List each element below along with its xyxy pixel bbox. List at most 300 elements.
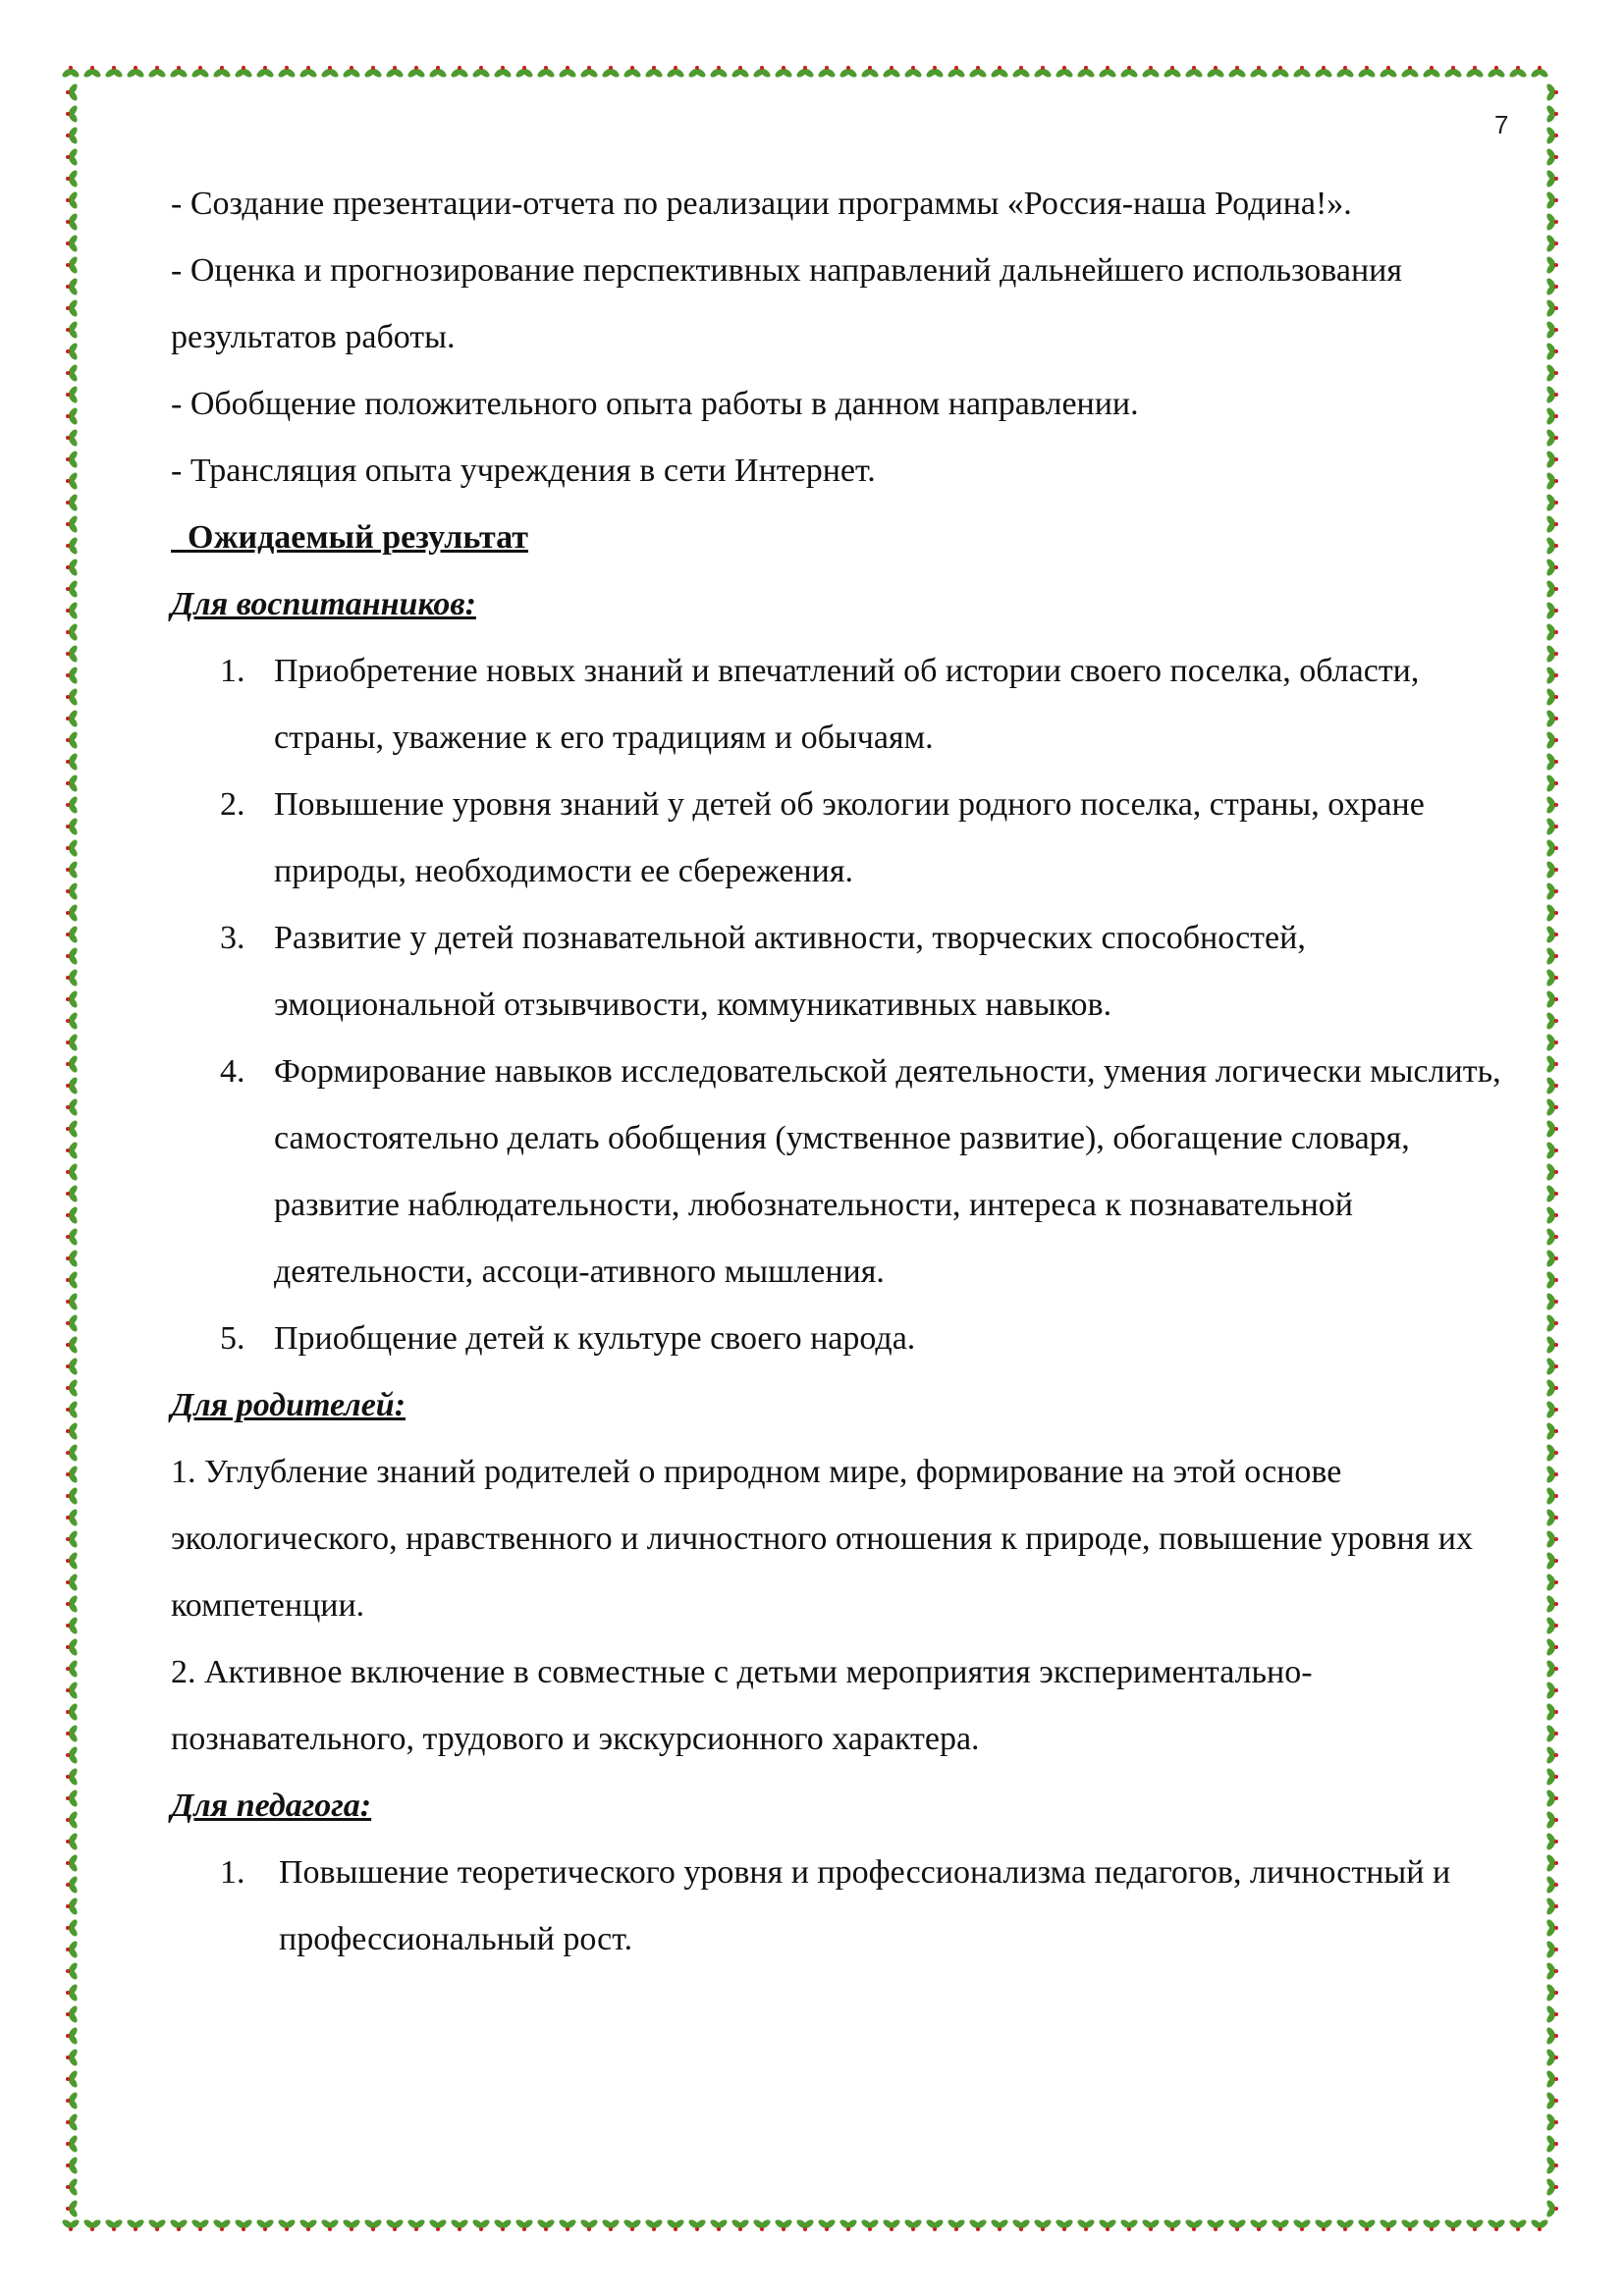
holly-leaf-icon bbox=[66, 1918, 79, 1938]
holly-leaf-icon bbox=[1545, 579, 1558, 599]
holly-leaf-icon bbox=[66, 1292, 79, 1311]
holly-leaf-icon bbox=[1545, 1097, 1558, 1117]
holly-leaf-icon bbox=[66, 277, 79, 296]
holly-leaf-icon bbox=[66, 795, 79, 815]
holly-leaf-icon bbox=[385, 2218, 405, 2231]
holly-leaf-icon bbox=[1545, 1789, 1558, 1808]
holly-leaf-icon bbox=[363, 2218, 383, 2231]
holly-leaf-icon bbox=[1545, 752, 1558, 772]
holly-leaf-icon bbox=[1545, 147, 1558, 167]
holly-leaf-icon bbox=[66, 1011, 79, 1031]
holly-leaf-icon bbox=[1545, 666, 1558, 685]
holly-leaf-icon bbox=[1508, 66, 1528, 79]
holly-leaf-icon bbox=[1033, 2218, 1053, 2231]
holly-leaf-icon bbox=[1545, 82, 1558, 102]
parents-item-1: 1. Углубление знаний родителей о природном мире, формирование на этой основе экологического, нравственного и личностного отношения к природе, повышение уровня их компетенции. bbox=[171, 1454, 1473, 1624]
holly-leaf-icon bbox=[66, 406, 79, 426]
holly-leaf-icon bbox=[1508, 2218, 1528, 2231]
list-item-text: Формирование навыков исследовательской деятельности, умения логически мыслить, самостоятельно делать обобщения (умственное развитие), обогащение словаря, развитие наблюдательности, любознательности, интереса к познавательной деятельности, ассоци-ативного мышления. bbox=[274, 1053, 1501, 1290]
holly-leaf-icon bbox=[1545, 2091, 1558, 2110]
holly-leaf-icon bbox=[1292, 66, 1312, 79]
holly-leaf-icon bbox=[1422, 2218, 1441, 2231]
holly-leaf-icon bbox=[66, 838, 79, 858]
holly-leaf-icon bbox=[1011, 2218, 1031, 2231]
holly-leaf-icon bbox=[66, 1702, 79, 1722]
holly-leaf-icon bbox=[558, 66, 577, 79]
parents-item-2: 2. Активное включение в совместные с детьми мероприятия экспериментально-познавательного, трудового и экскурсионного характера. bbox=[171, 1654, 1313, 1757]
holly-leaf-icon bbox=[1545, 1681, 1558, 1700]
holly-leaf-icon bbox=[342, 66, 361, 79]
holly-leaf-icon bbox=[1465, 2218, 1485, 2231]
holly-leaf-icon bbox=[1119, 2218, 1139, 2231]
holly-leaf-icon bbox=[1545, 968, 1558, 988]
holly-leaf-icon bbox=[1545, 903, 1558, 923]
holly-leaf-icon bbox=[687, 66, 707, 79]
holly-leaf-icon bbox=[66, 1076, 79, 1095]
holly-leaf-icon bbox=[493, 2218, 513, 2231]
holly-leaf-icon bbox=[66, 1400, 79, 1419]
page-number: 7 bbox=[1494, 110, 1509, 139]
holly-leaf-icon bbox=[147, 2218, 167, 2231]
holly-leaf-icon bbox=[126, 2218, 145, 2231]
holly-leaf-icon bbox=[1545, 1810, 1558, 1830]
holly-leaf-icon bbox=[1545, 1940, 1558, 1959]
holly-leaf-icon bbox=[1545, 1378, 1558, 1398]
holly-leaf-icon bbox=[1545, 1961, 1558, 1981]
holly-leaf-icon bbox=[1545, 1896, 1558, 1916]
holly-leaf-icon bbox=[1163, 2218, 1182, 2231]
parents-section-title: Для родителей: bbox=[171, 1387, 406, 1423]
holly-leaf-icon bbox=[1545, 2177, 1558, 2197]
holly-leaf-icon bbox=[1379, 2218, 1398, 2231]
holly-leaf-icon bbox=[1545, 2156, 1558, 2175]
holly-leaf-icon bbox=[882, 66, 901, 79]
holly-leaf-icon bbox=[66, 1853, 79, 1873]
holly-leaf-icon bbox=[66, 1789, 79, 1808]
holly-leaf-icon bbox=[66, 817, 79, 836]
holly-leaf-icon bbox=[644, 2218, 664, 2231]
holly-leaf-icon bbox=[212, 66, 232, 79]
list-item-number: 2. bbox=[220, 786, 245, 823]
holly-leaf-icon bbox=[471, 2218, 491, 2231]
holly-leaf-icon bbox=[1545, 126, 1558, 145]
holly-leaf-icon bbox=[1545, 385, 1558, 404]
holly-leaf-icon bbox=[1545, 1076, 1558, 1095]
holly-leaf-icon bbox=[666, 66, 685, 79]
holly-leaf-icon bbox=[66, 1033, 79, 1052]
holly-leaf-icon bbox=[66, 212, 79, 232]
holly-leaf-icon bbox=[385, 66, 405, 79]
holly-leaf-icon bbox=[1530, 2218, 1549, 2231]
holly-leaf-icon bbox=[66, 968, 79, 988]
holly-leaf-icon bbox=[1271, 2218, 1290, 2231]
holly-leaf-icon bbox=[1119, 66, 1139, 79]
holly-leaf-icon bbox=[666, 2218, 685, 2231]
holly-leaf-icon bbox=[536, 2218, 556, 2231]
pupils-list bbox=[171, 638, 1506, 1372]
holly-leaf-icon bbox=[1098, 2218, 1117, 2231]
holly-leaf-icon bbox=[1335, 2218, 1355, 2231]
holly-leaf-icon bbox=[66, 644, 79, 664]
holly-leaf-icon bbox=[947, 2218, 966, 2231]
holly-leaf-icon bbox=[752, 66, 772, 79]
holly-leaf-icon bbox=[1545, 1357, 1558, 1376]
holly-leaf-icon bbox=[1545, 363, 1558, 383]
holly-leaf-icon bbox=[147, 66, 167, 79]
holly-leaf-icon bbox=[61, 66, 81, 79]
holly-leaf-icon bbox=[925, 2218, 945, 2231]
holly-leaf-icon bbox=[774, 2218, 793, 2231]
holly-leaf-icon bbox=[66, 1832, 79, 1851]
list-item-text: Приобретение новых знаний и впечатлений об истории своего поселка, области, страны, уважение к его традициям и обычаям. bbox=[274, 653, 1420, 756]
holly-leaf-icon bbox=[66, 1054, 79, 1074]
holly-leaf-icon bbox=[1545, 1832, 1558, 1851]
holly-leaf-icon bbox=[66, 1162, 79, 1182]
holly-leaf-icon bbox=[66, 558, 79, 577]
holly-leaf-icon bbox=[795, 66, 815, 79]
holly-leaf-icon bbox=[817, 66, 837, 79]
holly-leaf-icon bbox=[1545, 2048, 1558, 2067]
holly-leaf-icon bbox=[731, 2218, 750, 2231]
holly-leaf-icon bbox=[298, 2218, 318, 2231]
holly-leaf-icon bbox=[839, 2218, 858, 2231]
holly-leaf-icon bbox=[1545, 1227, 1558, 1247]
holly-leaf-icon bbox=[860, 2218, 880, 2231]
holly-leaf-icon bbox=[947, 66, 966, 79]
holly-leaf-icon bbox=[66, 2069, 79, 2089]
holly-leaf-icon bbox=[1545, 1141, 1558, 1160]
holly-leaf-icon bbox=[623, 2218, 642, 2231]
holly-leaf-icon bbox=[66, 1508, 79, 1527]
holly-leaf-icon bbox=[1545, 1594, 1558, 1614]
holly-leaf-icon bbox=[66, 666, 79, 685]
paragraph-forecast: - Оценка и прогнозирование перспективных направлений дальнейшего использования результатов работы. bbox=[171, 252, 1403, 355]
holly-leaf-icon bbox=[1545, 1853, 1558, 1873]
holly-leaf-icon bbox=[514, 2218, 534, 2231]
holly-leaf-icon bbox=[212, 2218, 232, 2231]
teacher-list bbox=[171, 1840, 1506, 1973]
holly-leaf-icon bbox=[66, 1227, 79, 1247]
paragraph-translation: - Трансляция опыта учреждения в сети Интернет. bbox=[171, 453, 876, 489]
holly-leaf-icon bbox=[601, 66, 621, 79]
holly-leaf-icon bbox=[66, 255, 79, 275]
holly-leaf-icon bbox=[66, 298, 79, 318]
holly-leaf-icon bbox=[298, 66, 318, 79]
holly-leaf-icon bbox=[66, 1529, 79, 1549]
holly-leaf-icon bbox=[66, 1961, 79, 1981]
holly-leaf-icon bbox=[709, 2218, 729, 2231]
list-item-text: Приобщение детей к культуре своего народа. bbox=[274, 1320, 916, 1357]
holly-leaf-icon bbox=[66, 104, 79, 124]
holly-leaf-icon bbox=[66, 1421, 79, 1441]
holly-leaf-icon bbox=[558, 2218, 577, 2231]
holly-leaf-icon bbox=[1545, 428, 1558, 448]
holly-leaf-icon bbox=[1545, 1335, 1558, 1355]
holly-leaf-icon bbox=[104, 2218, 124, 2231]
holly-leaf-icon bbox=[66, 709, 79, 728]
holly-leaf-icon bbox=[320, 66, 340, 79]
holly-leaf-icon bbox=[66, 1443, 79, 1463]
holly-leaf-icon bbox=[1545, 817, 1558, 836]
holly-leaf-icon bbox=[169, 66, 189, 79]
holly-leaf-icon bbox=[1545, 1292, 1558, 1311]
holly-leaf-icon bbox=[66, 989, 79, 1009]
holly-leaf-icon bbox=[1545, 644, 1558, 664]
list-item bbox=[171, 638, 1506, 772]
holly-leaf-icon bbox=[1545, 946, 1558, 966]
list-item bbox=[171, 905, 1506, 1039]
holly-leaf-icon bbox=[66, 82, 79, 102]
holly-leaf-icon bbox=[1545, 1054, 1558, 1074]
holly-leaf-icon bbox=[66, 320, 79, 340]
holly-leaf-icon bbox=[66, 471, 79, 491]
holly-leaf-icon bbox=[1076, 66, 1096, 79]
list-item bbox=[171, 1306, 1506, 1372]
holly-leaf-icon bbox=[1545, 1033, 1558, 1052]
holly-leaf-icon bbox=[66, 1724, 79, 1743]
holly-leaf-icon bbox=[1400, 2218, 1420, 2231]
holly-leaf-icon bbox=[1545, 1443, 1558, 1463]
holly-leaf-icon bbox=[1379, 66, 1398, 79]
holly-leaf-icon bbox=[66, 1335, 79, 1355]
holly-leaf-icon bbox=[1545, 406, 1558, 426]
holly-leaf-icon bbox=[104, 66, 124, 79]
teacher-section-title: Для педагога: bbox=[171, 1788, 372, 1824]
holly-leaf-icon bbox=[66, 730, 79, 750]
holly-leaf-icon bbox=[1545, 190, 1558, 210]
holly-leaf-icon bbox=[169, 2218, 189, 2231]
holly-leaf-icon bbox=[1249, 66, 1269, 79]
holly-leaf-icon bbox=[66, 1378, 79, 1398]
holly-leaf-icon bbox=[66, 1745, 79, 1765]
holly-leaf-icon bbox=[428, 2218, 448, 2231]
holly-leaf-icon bbox=[66, 1184, 79, 1203]
holly-leaf-icon bbox=[66, 450, 79, 469]
holly-leaf-icon bbox=[1545, 1508, 1558, 1527]
holly-leaf-icon bbox=[1545, 795, 1558, 815]
holly-leaf-icon bbox=[1545, 1184, 1558, 1203]
holly-leaf-icon bbox=[1545, 536, 1558, 556]
holly-leaf-icon bbox=[1545, 320, 1558, 340]
holly-leaf-icon bbox=[66, 2112, 79, 2132]
holly-leaf-icon bbox=[1443, 66, 1463, 79]
holly-leaf-icon bbox=[731, 66, 750, 79]
holly-leaf-icon bbox=[66, 881, 79, 901]
holly-leaf-icon bbox=[66, 234, 79, 253]
holly-leaf-icon bbox=[1465, 66, 1485, 79]
holly-leaf-icon bbox=[1545, 2069, 1558, 2089]
holly-leaf-icon bbox=[839, 66, 858, 79]
holly-leaf-icon bbox=[1545, 1162, 1558, 1182]
list-item bbox=[171, 772, 1506, 905]
holly-leaf-icon bbox=[1545, 514, 1558, 534]
holly-leaf-icon bbox=[1545, 730, 1558, 750]
holly-leaf-icon bbox=[66, 860, 79, 880]
holly-leaf-icon bbox=[471, 66, 491, 79]
holly-leaf-icon bbox=[990, 66, 1009, 79]
holly-leaf-icon bbox=[66, 601, 79, 620]
list-item-number: 5. bbox=[220, 1320, 245, 1357]
holly-leaf-icon bbox=[1545, 1313, 1558, 1333]
holly-leaf-icon bbox=[1249, 2218, 1269, 2231]
holly-leaf-icon bbox=[1545, 2026, 1558, 2046]
holly-leaf-icon bbox=[406, 2218, 426, 2231]
holly-leaf-icon bbox=[1545, 450, 1558, 469]
holly-leaf-icon bbox=[925, 66, 945, 79]
holly-leaf-icon bbox=[1184, 2218, 1204, 2231]
holly-leaf-icon bbox=[687, 2218, 707, 2231]
holly-leaf-icon bbox=[903, 2218, 923, 2231]
holly-leaf-icon bbox=[1545, 687, 1558, 707]
holly-leaf-icon bbox=[1545, 1745, 1558, 1765]
list-item-number: 1. bbox=[220, 653, 245, 689]
holly-leaf-icon bbox=[1545, 1659, 1558, 1679]
holly-leaf-icon bbox=[903, 66, 923, 79]
holly-leaf-icon bbox=[66, 514, 79, 534]
list-item-number: 3. bbox=[220, 920, 245, 956]
holly-leaf-icon bbox=[255, 2218, 275, 2231]
holly-leaf-icon bbox=[66, 1875, 79, 1895]
holly-leaf-icon bbox=[1163, 66, 1182, 79]
holly-leaf-icon bbox=[126, 66, 145, 79]
holly-leaf-icon bbox=[1545, 234, 1558, 253]
holly-leaf-icon bbox=[66, 2048, 79, 2067]
holly-leaf-icon bbox=[1545, 2199, 1558, 2218]
holly-leaf-icon bbox=[66, 579, 79, 599]
holly-leaf-icon bbox=[1314, 66, 1333, 79]
holly-leaf-icon bbox=[66, 2004, 79, 2024]
holly-leaf-icon bbox=[66, 2177, 79, 2197]
holly-leaf-icon bbox=[363, 66, 383, 79]
holly-leaf-icon bbox=[1545, 1551, 1558, 1571]
holly-leaf-icon bbox=[66, 1659, 79, 1679]
holly-leaf-icon bbox=[66, 2091, 79, 2110]
holly-leaf-icon bbox=[66, 774, 79, 793]
holly-leaf-icon bbox=[1545, 1400, 1558, 1419]
holly-leaf-icon bbox=[1206, 2218, 1225, 2231]
holly-leaf-icon bbox=[579, 66, 599, 79]
holly-leaf-icon bbox=[66, 1594, 79, 1614]
holly-leaf-icon bbox=[66, 946, 79, 966]
holly-leaf-icon bbox=[1545, 1875, 1558, 1895]
holly-leaf-icon bbox=[66, 1551, 79, 1571]
holly-leaf-icon bbox=[1545, 1573, 1558, 1592]
list-item-text: Развитие у детей познавательной активности, творческих способностей, эмоциональной отзывчивости, коммуникативных навыков. bbox=[274, 920, 1306, 1023]
holly-leaf-icon bbox=[66, 1249, 79, 1268]
holly-leaf-icon bbox=[1545, 838, 1558, 858]
holly-leaf-icon bbox=[990, 2218, 1009, 2231]
holly-leaf-icon bbox=[1530, 66, 1549, 79]
holly-leaf-icon bbox=[66, 1637, 79, 1657]
holly-leaf-icon bbox=[1335, 66, 1355, 79]
holly-leaf-icon bbox=[66, 169, 79, 188]
holly-leaf-icon bbox=[66, 1270, 79, 1290]
pupils-section-title: Для воспитанников: bbox=[171, 586, 476, 622]
holly-leaf-icon bbox=[234, 66, 253, 79]
paragraph-generalization: - Обобщение положительного опыта работы в данном направлении. bbox=[171, 386, 1139, 422]
holly-leaf-icon bbox=[1545, 493, 1558, 512]
holly-leaf-icon bbox=[1545, 1465, 1558, 1484]
holly-leaf-icon bbox=[1206, 66, 1225, 79]
holly-leaf-icon bbox=[1545, 169, 1558, 188]
holly-leaf-icon bbox=[66, 342, 79, 361]
holly-leaf-icon bbox=[66, 1681, 79, 1700]
holly-leaf-icon bbox=[1292, 2218, 1312, 2231]
holly-leaf-icon bbox=[1545, 342, 1558, 361]
holly-leaf-icon bbox=[1545, 298, 1558, 318]
holly-leaf-icon bbox=[234, 2218, 253, 2231]
holly-leaf-icon bbox=[66, 925, 79, 944]
holly-leaf-icon bbox=[1271, 66, 1290, 79]
holly-leaf-icon bbox=[1545, 2112, 1558, 2132]
holly-leaf-icon bbox=[536, 66, 556, 79]
holly-leaf-icon bbox=[66, 1767, 79, 1787]
holly-leaf-icon bbox=[493, 66, 513, 79]
holly-leaf-icon bbox=[1443, 2218, 1463, 2231]
holly-leaf-icon bbox=[342, 2218, 361, 2231]
holly-leaf-icon bbox=[1314, 2218, 1333, 2231]
holly-leaf-icon bbox=[623, 66, 642, 79]
holly-leaf-icon bbox=[61, 2218, 81, 2231]
holly-leaf-icon bbox=[1545, 1616, 1558, 1635]
holly-leaf-icon bbox=[66, 903, 79, 923]
holly-leaf-icon bbox=[1545, 1918, 1558, 1938]
holly-leaf-icon bbox=[1227, 2218, 1247, 2231]
holly-leaf-icon bbox=[1545, 277, 1558, 296]
holly-leaf-icon bbox=[1545, 925, 1558, 944]
holly-leaf-icon bbox=[66, 126, 79, 145]
holly-leaf-icon bbox=[1076, 2218, 1096, 2231]
holly-leaf-icon bbox=[1400, 66, 1420, 79]
holly-leaf-icon bbox=[817, 2218, 837, 2231]
holly-leaf-icon bbox=[1545, 1767, 1558, 1787]
holly-leaf-icon bbox=[1357, 66, 1377, 79]
holly-leaf-icon bbox=[1545, 1529, 1558, 1549]
holly-leaf-icon bbox=[795, 2218, 815, 2231]
holly-leaf-icon bbox=[255, 66, 275, 79]
holly-leaf-icon bbox=[1141, 2218, 1161, 2231]
holly-leaf-icon bbox=[428, 66, 448, 79]
holly-leaf-icon bbox=[1545, 1486, 1558, 1506]
holly-leaf-icon bbox=[66, 1313, 79, 1333]
holly-leaf-icon bbox=[1055, 66, 1074, 79]
holly-leaf-icon bbox=[1545, 2134, 1558, 2154]
list-item-text: Повышение уровня знаний у детей об экологии родного поселка, страны, охране природы, необходимости ее сбережения. bbox=[274, 786, 1425, 889]
holly-leaf-icon bbox=[82, 66, 102, 79]
holly-leaf-icon bbox=[450, 2218, 469, 2231]
holly-leaf-icon bbox=[1545, 601, 1558, 620]
holly-leaf-icon bbox=[860, 66, 880, 79]
holly-leaf-icon bbox=[1227, 66, 1247, 79]
holly-leaf-icon bbox=[1545, 2004, 1558, 2024]
holly-leaf-icon bbox=[66, 1357, 79, 1376]
holly-leaf-icon bbox=[66, 687, 79, 707]
holly-leaf-icon bbox=[709, 66, 729, 79]
holly-leaf-icon bbox=[968, 2218, 988, 2231]
holly-leaf-icon bbox=[66, 752, 79, 772]
holly-leaf-icon bbox=[1545, 1270, 1558, 1290]
holly-leaf-icon bbox=[1011, 66, 1031, 79]
holly-leaf-icon bbox=[1545, 774, 1558, 793]
holly-leaf-icon bbox=[66, 1810, 79, 1830]
holly-leaf-icon bbox=[66, 1573, 79, 1592]
holly-leaf-icon bbox=[1487, 66, 1506, 79]
holly-leaf-icon bbox=[66, 622, 79, 642]
holly-leaf-icon bbox=[579, 2218, 599, 2231]
holly-leaf-icon bbox=[1545, 622, 1558, 642]
holly-leaf-icon bbox=[1545, 1702, 1558, 1722]
holly-leaf-icon bbox=[66, 2134, 79, 2154]
